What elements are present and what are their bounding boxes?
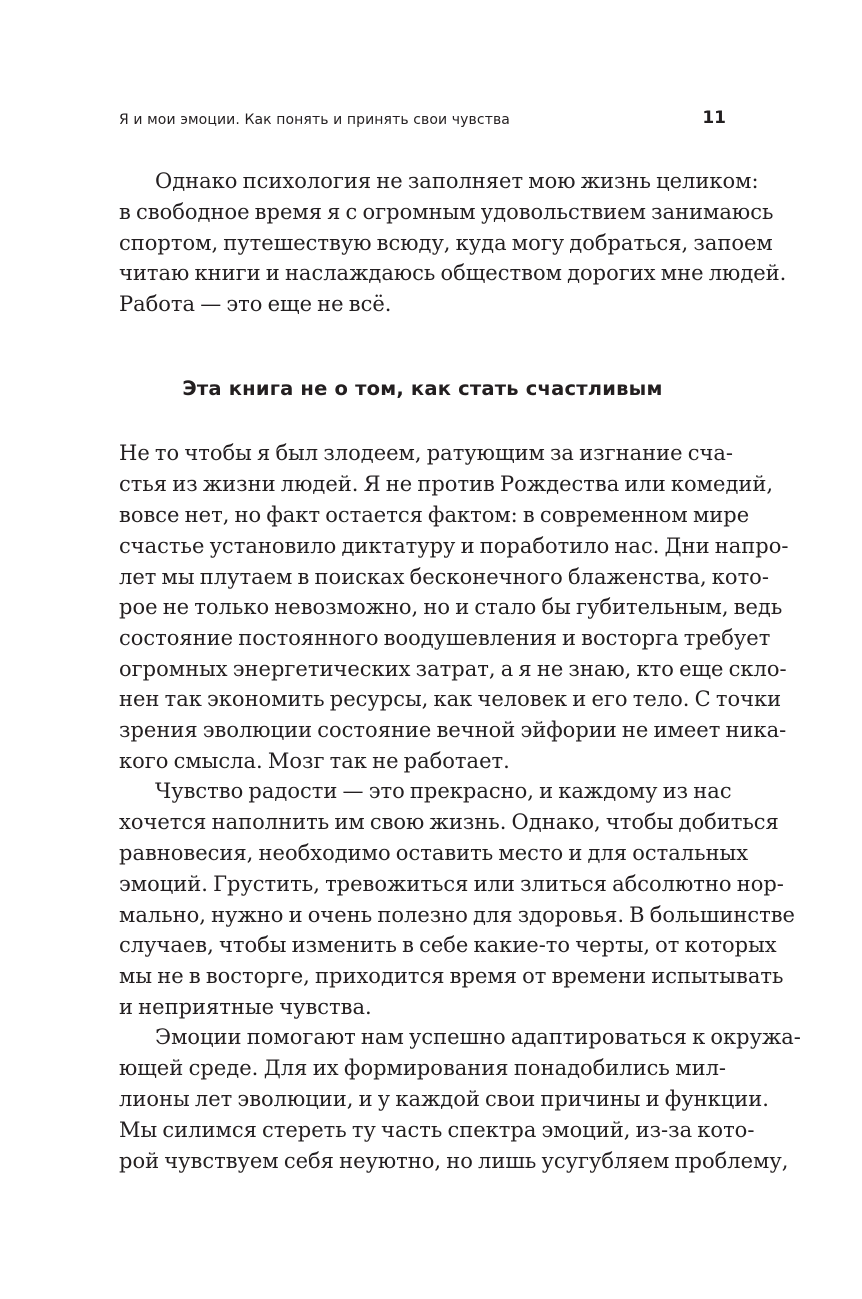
text-line: ющей среде. Для их формирования понадобились мил- — [119, 1056, 726, 1080]
text-line: счастье установило диктатуру и поработило нас. Дни напро- — [119, 534, 789, 558]
text-line: вовсе нет, но факт остается фактом: в современном мире — [119, 503, 750, 527]
text-line: равновесия, необходимо оставить место и для остальных — [119, 841, 749, 865]
text-line: рое не только невозможно, но и стало бы губительным, ведь — [119, 595, 783, 619]
section-heading: Эта книга не о том, как стать счастливым — [182, 377, 663, 400]
text-line: читаю книги и наслаждаюсь обществом дорогих мне людей. — [119, 261, 787, 285]
text-line: Работа — это еще не всё. — [119, 292, 392, 316]
text-line: эмоций. Грустить, тревожиться или злиться абсолютно нор- — [119, 872, 784, 896]
text-line: мы не в восторге, приходится время от времени испытывать — [119, 964, 784, 988]
text-line: Однако психология не заполняет мою жизнь целиком: — [155, 169, 759, 193]
text-line: стья из жизни людей. Я не против Рождества или комедий, — [119, 472, 774, 496]
text-line: лет мы плутаем в поисках бесконечного блаженства, кото- — [119, 565, 769, 589]
text-line: случаев, чтобы изменить в себе какие-то черты, от которых — [119, 933, 777, 957]
page-number: 11 — [702, 108, 726, 128]
text-line: Не то чтобы я был злодеем, ратующим за изгнание сча- — [119, 441, 733, 465]
text-line: Чувство радости — это прекрасно, и каждому из нас — [155, 779, 732, 803]
text-line: огромных энергетических затрат, а я не знаю, кто еще скло- — [119, 657, 787, 681]
text-line: спортом, путешествую всюду, куда могу добраться, запоем — [119, 231, 773, 255]
text-line: зрения эволюции состояние вечной эйфории не имеет ника- — [119, 718, 787, 742]
text-line: мально, нужно и очень полезно для здоровья. В большинстве — [119, 903, 795, 927]
text-line: и неприятные чувства. — [119, 995, 372, 1019]
text-line: лионы лет эволюции, и у каждой свои причины и функции. — [119, 1087, 769, 1111]
running-head: Я и мои эмоции. Как понять и принять свои чувства — [119, 112, 510, 128]
text-line: рой чувствуем себя неуютно, но лишь усугубляем проблему, — [119, 1149, 789, 1173]
text-line: кого смысла. Мозг так не работает. — [119, 749, 510, 773]
text-line: Мы силимся стереть ту часть спектра эмоций, из-за кото- — [119, 1118, 755, 1142]
text-line: нен так экономить ресурсы, как человек и его тело. С точки — [119, 687, 782, 711]
text-line: в свободное время я с огромным удовольствием занимаюсь — [119, 200, 774, 224]
text-line: состояние постоянного воодушевления и восторга требует — [119, 626, 771, 650]
text-line: хочется наполнить им свою жизнь. Однако, чтобы добиться — [119, 810, 779, 834]
text-line: Эмоции помогают нам успешно адаптироваться к окружа- — [155, 1025, 801, 1049]
